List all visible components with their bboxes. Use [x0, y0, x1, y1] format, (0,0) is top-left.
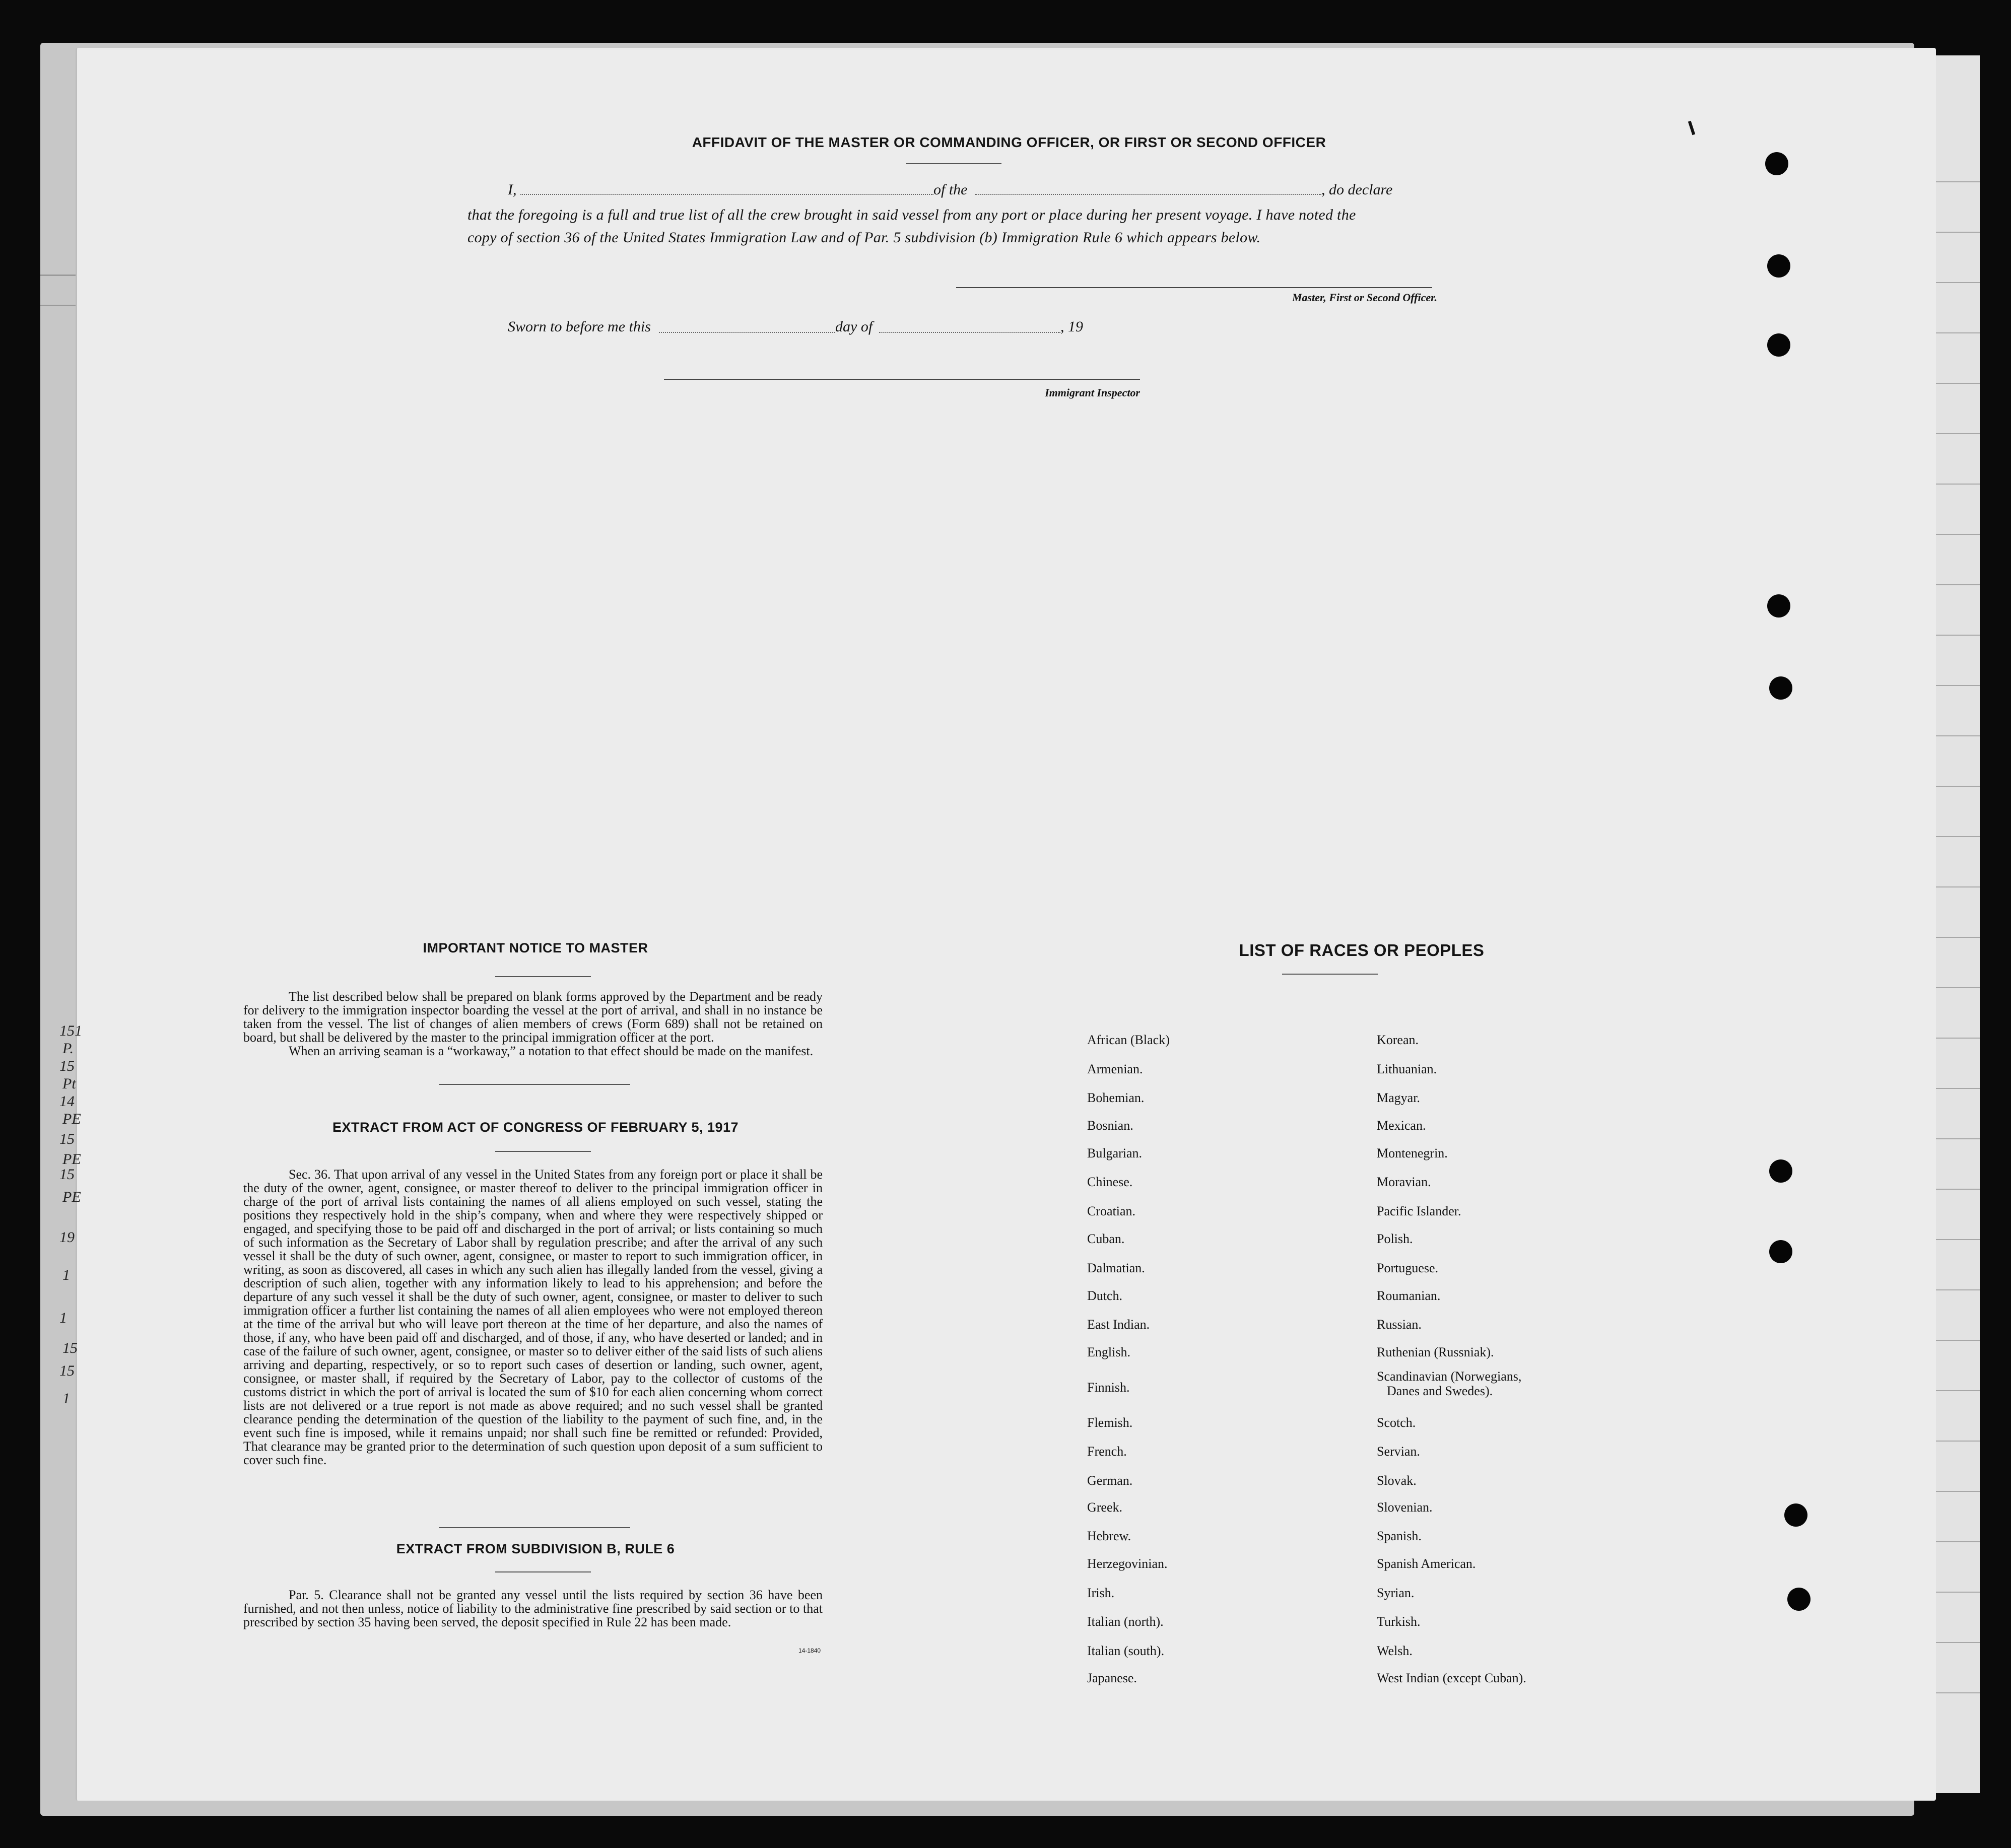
margin-note: Pt — [62, 1075, 76, 1092]
rule-text: Par. 5. Clearance shall not be granted any vessel until the lists required by section 36 have been furnished, and not then unless, notice of liability to the administrative fine prescribed by said section or to that prescribed by section 35 having been served, the deposit specified in Rule 22 has been made. — [243, 1588, 823, 1629]
punch-hole — [1769, 1159, 1792, 1183]
punch-hole — [1769, 676, 1792, 700]
master-signature-line[interactable] — [956, 287, 1432, 288]
notice-paragraph-1: The list described below shall be prepared on blank forms approved by the Department and be ready for delivery to the immigration inspector boarding the vessel at the port of arrival, and shall in no instance be taken from the vessel. The list of changes of alien members of crews (Form 689) shall not be retained on board, but shall be delivered by the master to the principal immigration officer at the port. — [243, 989, 823, 1045]
margin-note: 15 — [59, 1131, 75, 1147]
race-item: Servian. — [1377, 1444, 1420, 1459]
race-item: Slovak. — [1377, 1473, 1417, 1488]
race-item: Welsh. — [1377, 1644, 1413, 1658]
race-item: French. — [1087, 1444, 1127, 1459]
races-title: LIST OF RACES OR PEOPLES — [1239, 941, 1485, 960]
notice-title: IMPORTANT NOTICE TO MASTER — [423, 940, 648, 955]
race-item: German. — [1087, 1473, 1133, 1488]
margin-note: 19 — [59, 1229, 75, 1246]
margin-note: 15 — [62, 1340, 78, 1356]
margin-note: 1 — [62, 1267, 70, 1283]
punch-hole — [1784, 1503, 1807, 1527]
race-item: Korean. — [1377, 1033, 1419, 1047]
race-item: Scandinavian (Norwegians, — [1377, 1369, 1522, 1384]
race-item: African (Black) — [1087, 1033, 1170, 1047]
margin-note: 1 — [59, 1310, 67, 1326]
inspector-signature-label: Immigrant Inspector — [1045, 386, 1140, 399]
master-name-field[interactable] — [520, 194, 933, 195]
race-item: Finnish. — [1087, 1380, 1130, 1395]
race-item: Magyar. — [1377, 1090, 1420, 1105]
race-item: Russian. — [1377, 1317, 1422, 1332]
race-item: Bohemian. — [1087, 1090, 1145, 1105]
race-item: Moravian. — [1377, 1175, 1431, 1189]
race-item: Chinese. — [1087, 1175, 1133, 1189]
race-item: Croatian. — [1087, 1204, 1136, 1218]
race-item: Herzegovinian. — [1087, 1556, 1168, 1571]
affidavit-line1-prefix: I, — [508, 181, 517, 198]
race-item: Spanish. — [1377, 1529, 1422, 1543]
race-item: Dalmatian. — [1087, 1261, 1145, 1275]
affidavit-line1-mid: of the — [933, 181, 968, 198]
race-item: Bulgarian. — [1087, 1146, 1143, 1160]
race-item: Ruthenian (Russniak). — [1377, 1345, 1494, 1359]
margin-note: PE — [62, 1189, 81, 1205]
affidavit-page — [76, 48, 1936, 1801]
margin-note: 151 — [59, 1022, 82, 1039]
act-text: Sec. 36. That upon arrival of any vessel in the United States from any foreign port or place it shall be the duty of the owner, agent, consignee, or master thereof to deliver to the principal immigration officer in charge of the port of arrival lists containing the names of all aliens employed on such vessel, stating the positions they respectively hold in the ship’s company, when and where they were respectively shipped or engaged, and specifying those to be paid off and discharged in the port of arrival; or lists containing so much of such information as the Secretary of Labor shall by regulation prescribe; and after the arrival of any such vessel it shall be the duty of such owner, agent, consignee, or master to report to such immigration officer, in writing, as soon as discovered, all cases in which any such alien has illegally landed from the vessel, giving a description of such alien, together with any information likely to lead to his apprehension; and before the departure of any such vessel it shall be the duty of such owner, agent, consignee, or master to deliver to such immigration officer a further list containing the names of all alien employees who were not employed thereon at the time of the arrival but who will leave port thereon at the time of her departure, and also the names of those, if any, who have been paid off and discharged, and of those, if any, who have deserted or landed; and in case of the failure of such owner, agent, consignee, or master so to deliver either of the said lists of such aliens arriving and departing, respectively, or so to report such cases of desertion or landing, such owner, agent, consignee, or master shall, if required by the Secretary of Labor, pay to the collector of customs of the customs district in which the port of arrival is located the sum of $10 for each alien concerning whom correct lists are not delivered or a true report is not made as above required; and no such vessel shall be granted clearance pending the determination of the question of the liability to the payment of such fine, and, in the event such fine is imposed, while it remains unpaid; nor shall such fine be remitted or refunded: Provided, That clearance may be granted prior to the determination of such question upon deposit of a sum sufficient to cover such fine. — [243, 1167, 823, 1467]
race-item: Portuguese. — [1377, 1261, 1439, 1275]
sworn-mid: day of — [835, 318, 873, 335]
race-item: Spanish American. — [1377, 1556, 1476, 1571]
divider — [1282, 974, 1378, 975]
race-item: Irish. — [1087, 1586, 1115, 1600]
race-item: Cuban. — [1087, 1231, 1125, 1246]
race-item: Montenegrin. — [1377, 1146, 1448, 1160]
punch-hole — [1769, 1240, 1792, 1263]
race-item: Lithuanian. — [1377, 1062, 1437, 1076]
race-item: Armenian. — [1087, 1062, 1143, 1076]
margin-note: PE — [62, 1111, 81, 1127]
race-item: Polish. — [1377, 1231, 1413, 1246]
race-item: Slovenian. — [1377, 1500, 1433, 1515]
race-item: Roumanian. — [1377, 1288, 1441, 1303]
race-item: Scotch. — [1377, 1415, 1416, 1430]
race-item: Syrian. — [1377, 1586, 1415, 1600]
race-item: Danes and Swedes). — [1387, 1384, 1493, 1398]
race-item: Greek. — [1087, 1500, 1123, 1515]
sworn-suffix: , 19 — [1060, 318, 1083, 335]
margin-note: P. — [62, 1040, 74, 1057]
affidavit-line3: copy of section 36 of the United States Immigration Law and of Par. 5 subdivision (b) Immigration Rule 6 which appears below. — [467, 229, 1261, 246]
sworn-day-field[interactable] — [659, 332, 835, 333]
race-item: English. — [1087, 1345, 1130, 1359]
master-signature-label: Master, First or Second Officer. — [1292, 291, 1437, 304]
margin-note: 15 — [59, 1362, 75, 1379]
vessel-name-field[interactable] — [975, 194, 1321, 195]
margin-note: 15 — [59, 1058, 75, 1074]
race-item: Mexican. — [1377, 1118, 1426, 1133]
race-item: Bosnian. — [1087, 1118, 1133, 1133]
race-item: West Indian (except Cuban). — [1377, 1671, 1526, 1685]
notice-paragraph-2: When an arriving seaman is a “workaway,” a notation to that effect should be made on the manifest. — [289, 1044, 814, 1058]
margin-note: 14 — [59, 1093, 75, 1110]
margin-note: 15 — [59, 1166, 75, 1183]
race-item: Turkish. — [1377, 1614, 1421, 1629]
race-item: Dutch. — [1087, 1288, 1123, 1303]
punch-hole — [1787, 1588, 1811, 1611]
race-item: Italian (south). — [1087, 1644, 1165, 1658]
divider — [495, 976, 591, 977]
form-code: 14-1840 — [798, 1647, 821, 1654]
affidavit-line1-suffix: , do declare — [1321, 181, 1393, 198]
punch-hole — [1765, 152, 1788, 175]
race-item: Japanese. — [1087, 1671, 1137, 1685]
race-item: Pacific Islander. — [1377, 1204, 1461, 1218]
divider — [439, 1527, 630, 1528]
race-item: Hebrew. — [1087, 1529, 1131, 1543]
inspector-signature-line[interactable] — [664, 379, 1140, 380]
affidavit-title: AFFIDAVIT OF THE MASTER OR COMMANDING OFFICER, OR FIRST OR SECOND OFFICER — [692, 134, 1326, 150]
affidavit-line2: that the foregoing is a full and true list of all the crew brought in said vessel from any port or place during her present voyage. I have noted the — [467, 207, 1356, 223]
margin-note: PE — [62, 1151, 81, 1168]
race-item: Flemish. — [1087, 1415, 1133, 1430]
divider — [495, 1571, 591, 1572]
race-item: East Indian. — [1087, 1317, 1150, 1332]
sworn-prefix: Sworn to before me this — [508, 318, 651, 335]
rule-title: EXTRACT FROM SUBDIVISION B, RULE 6 — [396, 1541, 675, 1556]
margin-note: 1 — [62, 1390, 70, 1407]
punch-hole — [1767, 594, 1790, 618]
sworn-month-field[interactable] — [879, 332, 1060, 333]
divider — [495, 1151, 591, 1152]
punch-hole — [1767, 333, 1790, 357]
punch-hole — [1767, 254, 1790, 278]
act-title: EXTRACT FROM ACT OF CONGRESS OF FEBRUARY 5, 1917 — [332, 1120, 739, 1135]
divider — [906, 163, 1001, 164]
race-item: Italian (north). — [1087, 1614, 1164, 1629]
divider — [439, 1084, 630, 1085]
